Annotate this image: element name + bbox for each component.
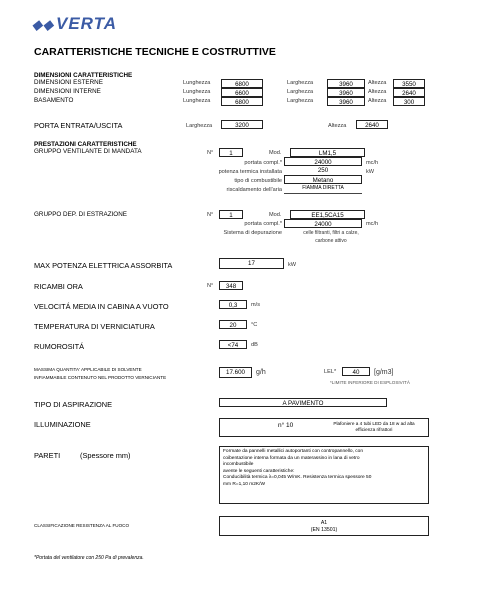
- sistema-value-line-2: carbone attivo: [315, 238, 347, 244]
- n-label: N°: [207, 212, 214, 218]
- gruppo-mandata-label: GRUPPO VENTILANTE DI MANDATA: [34, 148, 142, 155]
- lunghezza-label: Lunghezza: [183, 89, 211, 95]
- temperatura-label: TEMPERATURA DI VERNICIATURA: [34, 322, 155, 331]
- potenza-termica-value: 250: [284, 166, 362, 176]
- combustibile-label: tipo di combustibile: [234, 178, 282, 184]
- lel-value: 40: [342, 367, 370, 376]
- porta-label: PORTA ENTRATA/USCITA: [34, 121, 123, 130]
- aspirazione-label: TIPO DI ASPIRAZIONE: [34, 400, 113, 409]
- pareti-line: Conducibilità termica λ=0,045 W/mK. Resistenza termica spessore 50: [223, 475, 372, 480]
- illuminazione-box: [219, 418, 429, 437]
- mod-label: Mod.: [269, 150, 282, 156]
- altezza-label: Altezza: [368, 89, 387, 95]
- estrazione-portata-unit: mc/h: [366, 221, 379, 227]
- rumorosita-label: RUMOROSITÁ: [34, 342, 85, 351]
- potenza-termica-label: potenza termica installata: [218, 169, 282, 175]
- riscaldamento-value: FIAMMA DIRETTA: [284, 184, 362, 194]
- dim-value-altezza: 2640: [393, 88, 425, 97]
- dim-row-label: DIMENSIONI ESTERNE: [34, 79, 103, 86]
- potenza-elettrica-unit: kW: [288, 262, 297, 268]
- velocita-label: VELOCITÁ MEDIA IN CABINA A VUOTO: [34, 302, 169, 311]
- lunghezza-label: Lunghezza: [183, 98, 211, 104]
- lunghezza-label: Lunghezza: [183, 80, 211, 86]
- fuoco-value-line-1: A1: [320, 520, 328, 526]
- dim-value-larghezza: 3960: [327, 88, 365, 97]
- fuoco-label: CLASSIFICAZIONE RESISTENZA AL FUOCO: [34, 523, 130, 528]
- sistema-label: Sistema di depurazione: [223, 230, 282, 236]
- solvente-unit: g/h: [256, 369, 266, 376]
- estrazione-portata-value: 24000: [284, 219, 362, 228]
- dim-value-larghezza: 3960: [327, 97, 365, 106]
- ricambi-value: 348: [219, 281, 243, 290]
- portata-unit: mc/h: [366, 160, 379, 166]
- pareti-line: mm R=1,10 m2K/W: [223, 481, 265, 487]
- lel-note: *LIMITE INFERIORE DI ESPLOSIVITÁ: [330, 380, 410, 385]
- estrazione-label: GRUPPO DEP. DI ESTRAZIONE: [34, 211, 127, 218]
- pareti-line: avente le seguenti caratteristiche:: [223, 468, 295, 474]
- altezza-label: Altezza: [368, 98, 387, 104]
- porta-altezza-value: 2640: [356, 120, 388, 129]
- riscaldamento-label: riscaldamento dell'aria: [226, 187, 282, 193]
- estrazione-n-value: 1: [219, 210, 243, 219]
- potenza-elettrica-label: MAX POTENZA ELETTRICA ASSORBITA: [34, 261, 173, 270]
- velocita-unit: m/s: [251, 302, 261, 308]
- temperatura-unit: °C: [251, 322, 258, 328]
- dim-value-larghezza: 3960: [327, 79, 365, 88]
- rumorosita-value: <74: [219, 340, 247, 349]
- fuoco-box: [219, 516, 429, 536]
- dim-value-altezza: 3550: [393, 79, 425, 88]
- porta-altezza-label: Altezza: [328, 123, 347, 129]
- estrazione-mod-value: EE1,5CA15: [290, 210, 365, 219]
- mandata-portata-value: 24000: [284, 157, 362, 166]
- lel-label: LEL*: [324, 369, 337, 375]
- pareti-description-box: [219, 446, 429, 504]
- dim-value-altezza: 300: [393, 97, 425, 106]
- porta-larghezza-label: Larghezza: [186, 123, 213, 129]
- larghezza-label: Larghezza: [287, 98, 314, 104]
- dim-row-label: DIMENSIONI INTERNE: [34, 88, 101, 95]
- dim-row-label: BASAMENTO: [34, 97, 74, 104]
- estrazione-portata-label: portata compl.*: [244, 221, 282, 227]
- illuminazione-desc: [322, 421, 426, 433]
- solvente-label-line-1: MASSIMA QUANTITA' APPLICABILE DI SOLVENTE: [34, 367, 142, 372]
- brand-name: VERTA: [56, 14, 118, 33]
- logo-mark-icon: ◆◆: [32, 17, 54, 32]
- rumorosita-unit: dB: [251, 342, 258, 348]
- altezza-label: Altezza: [368, 80, 387, 86]
- page-title: CARATTERISTICHE TECNICHE E COSTRUTTIVE: [34, 46, 276, 58]
- brand-logo: [32, 14, 117, 34]
- pareti-line: incombustibile: [223, 462, 254, 467]
- sistema-value-line-1: celle filtranti, filtri a calze,: [303, 230, 359, 236]
- footnote: *Portata del ventilatore con 250 Pa di prevalenza.: [34, 555, 144, 561]
- mandata-mod-value: LM1,5: [290, 148, 365, 157]
- solvente-value: 17.600: [219, 367, 252, 378]
- combustibile-value: Metano: [284, 175, 362, 184]
- porta-larghezza-value: 3200: [221, 120, 263, 129]
- ricambi-label: RICAMBI ORA: [34, 282, 83, 291]
- dim-value-lunghezza: 6800: [221, 79, 263, 88]
- fuoco-value-line-2: (EN 13501): [310, 527, 338, 533]
- dimensioni-heading: DIMENSIONI CARATTERISTICHE: [34, 72, 133, 79]
- velocita-value: 0,3: [219, 300, 247, 309]
- pareti-line: Formate da pannelli metallici autoportanti con contropannello, con: [223, 449, 363, 454]
- ricambi-n-label: N°: [207, 283, 214, 289]
- lel-unit: [g/m3]: [374, 369, 394, 376]
- solvente-label-line-2: INFIAMMABILE CONTENUTO NEL PRODOTTO VERNICIANTE: [34, 375, 167, 380]
- mandata-n-value: 1: [219, 148, 243, 157]
- larghezza-label: Larghezza: [287, 80, 314, 86]
- potenza-termica-unit: kW: [366, 169, 375, 175]
- n-label: N°: [207, 150, 214, 156]
- illuminazione-label: ILLUMINAZIONE: [34, 420, 91, 429]
- pareti-line: coibentazione interna formata da un materassino in lana di vetro: [223, 455, 360, 461]
- aspirazione-value: A PAVIMENTO: [219, 398, 387, 407]
- dim-value-lunghezza: 6800: [221, 97, 263, 106]
- temperatura-value: 20: [219, 320, 247, 329]
- pareti-label: PARETI: [34, 451, 61, 460]
- illuminazione-desc-line-2: efficienza rifrattori: [355, 427, 393, 432]
- potenza-elettrica-value: 17: [219, 258, 284, 269]
- illuminazione-desc-line-1: Plafoniere a 4 tubi LED da 18 w ad alta: [333, 421, 415, 426]
- portata-label: portata compl.*: [244, 160, 282, 166]
- larghezza-label: Larghezza: [287, 89, 314, 95]
- mod-label: Mod.: [269, 212, 282, 218]
- prestazioni-heading: PRESTAZIONI CARATTERISTICHE: [34, 141, 137, 148]
- illuminazione-n-value: n° 10: [278, 422, 294, 429]
- pareti-sublabel: (Spessore mm): [80, 451, 131, 460]
- dim-value-lunghezza: 6600: [221, 88, 263, 97]
